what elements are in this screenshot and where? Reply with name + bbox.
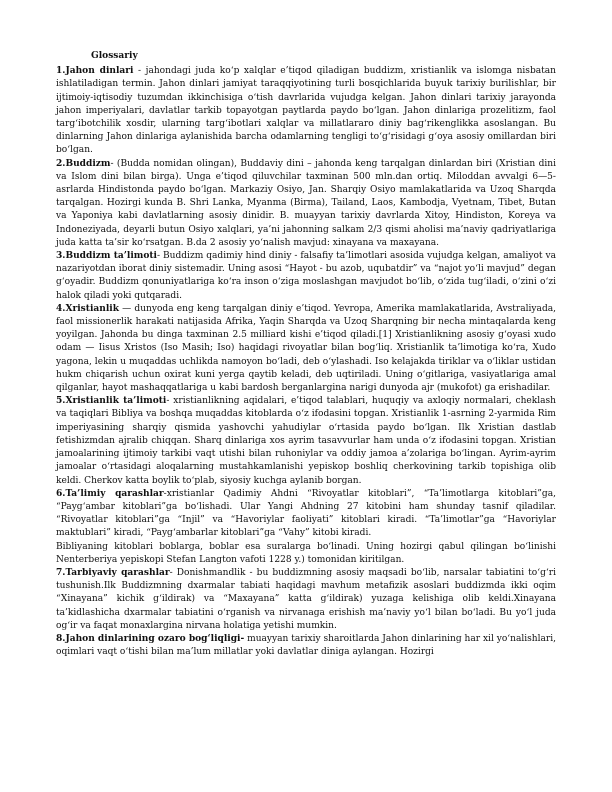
entry-text: - (Budda nomidan olingan), Buddaviy dini – jahonda keng tarqalgan dinlardan biri (Xristian dini va Islom dini bilan birga). Unga e’tiqod qiluvchilar taxminan 500 mln.dan ortiq. Miloddan avvalgi 6—5-asrlarda Hindistonda paydo boʻlgan. Markaziy Osiyo, Jan. Sharqiy Osiyo mamlakatlarida va Uzoq Sharqda tarqalgan. Hozirgi kunda B. Shri Lanka, Myanma (Birma), Tailand, Laos, Kambodja, Vyetnam, Tibet, Butan va Yaponiya kabi davlatlarning asosiy dinidir. B. muayyan tarixiy davrlarda Xitoy, Hindiston, Koreya va Indoneziyada, deyarli butun Osiyo xalqlari, ya’ni jahonning salkam 2/3 qismi aholisi ma’naviy qadriyatlariga juda katta ta’sir koʻrsatgan. B.da 2 asosiy yoʻnalish mavjud: xinayana va maxayana.	[56, 158, 556, 248]
entry-text: - Donishmandlik - bu buddizmning asosiy maqsadi boʻlib, narsalar tabiatini toʻgʻri tushunish.Ilk Buddizmning dxarmalar tabiati haqidagi mavhum metafizik asoslari buddizmda ikki oqim “Xinayana” kichik gʻildirak) va “Maxayana” katta gʻildirak) yuzaga kelishiga olib keldi.Xinayana ta’kidlashicha dxarmalar tabiatini oʻrganish va nirvanaga erishish ma’naviy yoʻl bilan boʻladi. Bu yoʻl juda ogʻir va faqat monaxlargina nirvana holatiga yetishi mumkin.	[56, 567, 556, 631]
entry-term: 4.Xristianlik	[56, 303, 119, 314]
entry-term: 3.Buddizm ta’limoti	[56, 251, 157, 262]
glossary-paragraph	[56, 541, 556, 567]
entry-text: - Buddizm qadimiy hind diniy - falsafiy ta’limotlari asosida vujudga kelgan, amaliyot va nazariyotdan iborat diniy sistemadir. Uning asosi “Hayot - bu azob, uqubatdir” va “najot yoʻli mavjud” degan gʻoyadir. Buddizm qonuniyatlariga koʻra inson oʻziga moslashgan mavjudot boʻlib, oʻzida tugʻiladi, oʻzini oʻzi halok qiladi yoki qutqaradi.	[56, 251, 556, 301]
entry-text: Bibliyaning kitoblari boblarga, boblar esa suralarga boʻlinadi. Uning hozirgi qabul qilingan boʻlinishi Nenterberiya yepiskopi Stefan Langton vafoti 1228 y.) tomonidan kiritilgan.	[56, 541, 556, 565]
glossary-entry	[56, 158, 556, 250]
entry-text: muayyan tarixiy sharoitlarda Jahon dinlarining har xil yoʻnalishlari, oqimlari vaqt oʻtishi bilan ma’lum millatlar yoki davlatlar diniga aylangan. Hozirgi	[56, 633, 557, 658]
glossary-entry	[56, 65, 556, 157]
glossary-entry	[56, 567, 556, 633]
entry-term: 8.Jahon dinlarining ozaro bogʻliqligi-	[56, 633, 245, 644]
glossary-entry	[56, 395, 556, 487]
entry-text: -xristianlar Qadimiy Ahdni “Rivoyatlar kitoblari”, “Ta’limotlarga kitoblari”ga, “Paygʻambar kitoblari”ga boʻlishadi. Ular Yangi Ahdning 27 kitobini ham shunday tasnif qiladilar. “Rivoyatlar kitoblari”ga “Injil” va “Havoriylar faoliyati” kitoblari kiradi. “Ta’limotlar”ga “Havoriylar maktublari” kiradi, “Paygʻambarlar kitoblari”ga “Vahy” kitobi kiradi.	[56, 488, 556, 539]
entry-term: 1.Jahon dinlari	[56, 66, 134, 77]
entry-term: 7.Tarbiyaviy qarashlar	[56, 567, 170, 578]
entry-text: - jahondagi juda koʻp xalqlar e’tiqod qiladigan buddizm, xristianlik va islomga nisbatan ishlatiladigan termin. Jahon dinlari jamiyat taraqqiyotining turli bosqichlarida buyuk tarixiy burilishlar, bir ijtimoiy-iqtisodiy tuzumdan ikkinchisiga oʻtish davrlarida vujudga kelgan. Jahon dinlari tarixiy jarayonda jahon imperiyalari, davlatlar tarkib topayotgan paytlarda paydo boʻlgan. Jahon dinlariga prozelitizm, faol targʻibotchilik xosdir, ularning targʻibotlari xalqlar va millatlararo diniy bagʻrikenglikka asoslangan. Bu dinlarning Jahon dinlariga aylanishida barcha odamlarning tengligi toʻgʻrisidagi gʻoya asosiy omillardan biri boʻlgan.	[56, 66, 556, 156]
glossary-entry	[56, 633, 556, 659]
glossary-entry	[56, 488, 556, 541]
glossary-page	[56, 50, 556, 659]
glossary-entry	[56, 303, 556, 395]
entry-term: 5.Xristianlik ta’limoti	[56, 396, 167, 407]
entry-term: 2.Buddizm	[56, 158, 111, 169]
entry-text: — dunyoda eng keng tarqalgan diniy e’tiqod. Yevropa, Amerika mamlakatlarida, Avstraliyada, faol missionerlik harakati natijasida Afrika, Yaqin Sharqda va Uzoq Sharqning bir necha mintaqalarda keng yoyilgan. Jahonda bu dinga taxminan 2.5 milliard kishi e’tiqod qiladi.[1] Xristianlikning asosiy gʻoyasi xudo odam — Iisus Xristos (Iso Masih; Iso) haqidagi rivoyatlar bilan bogʻliq. Xristianlik ta’limotiga koʻra, Xudo yagona, lekin u muqaddas uchlikda namoyon boʻladi, deb oʻylashadi. Iso kelajakda tiriklar va oʻliklar ustidan hukm chiqarish uchun oxirat kuni yerga qaytib keladi, deb uqtiriladi. Uning oʻgitlariga, vasiyatlariga amal qilganlar, hayot mashaqqatlariga u kabi bardosh berganlargina narigi dunyoda ajr (mukofot) ga erishadilar.	[56, 303, 556, 394]
entry-text: - xristianlikning aqidalari, e’tiqod talablari, huquqiy va axloqiy normalari, cheklash va taqiqlari Bibliya va boshqa muqaddas kitoblarda oʻz ifodasini topgan. Xristianlik 1-asrning 2-yarmida Rim imperiyasining sharqiy qismida yashovchi yahudiylar oʻrtasida paydo boʻlgan. Ilk Xristian dastlab fetishizmdan ajralib chiqqan. Sharq dinlariga xos ayrim tasavvurlar ham unda oʻz ifodasini topgan. Xristian jamoalarining ijtimoiy tarkibi vaqt utishi bilan ruhoniylar va oddiy jamoa a’zolariga boʻlingan. Ayrim-ayrim jamoalar oʻrtasidagi aloqalarning mustahkamlanishi yepiskop boshliq cherkovining tarkib topishiga olib keldi. Cherkov katta boylik toʻplab, siyosiy kuchga aylanib borgan.	[56, 396, 556, 486]
glossary-title: Glossariy	[91, 51, 138, 61]
glossary-entry	[56, 250, 556, 303]
entry-term: 6.Ta’limiy qarashlar	[56, 488, 164, 499]
